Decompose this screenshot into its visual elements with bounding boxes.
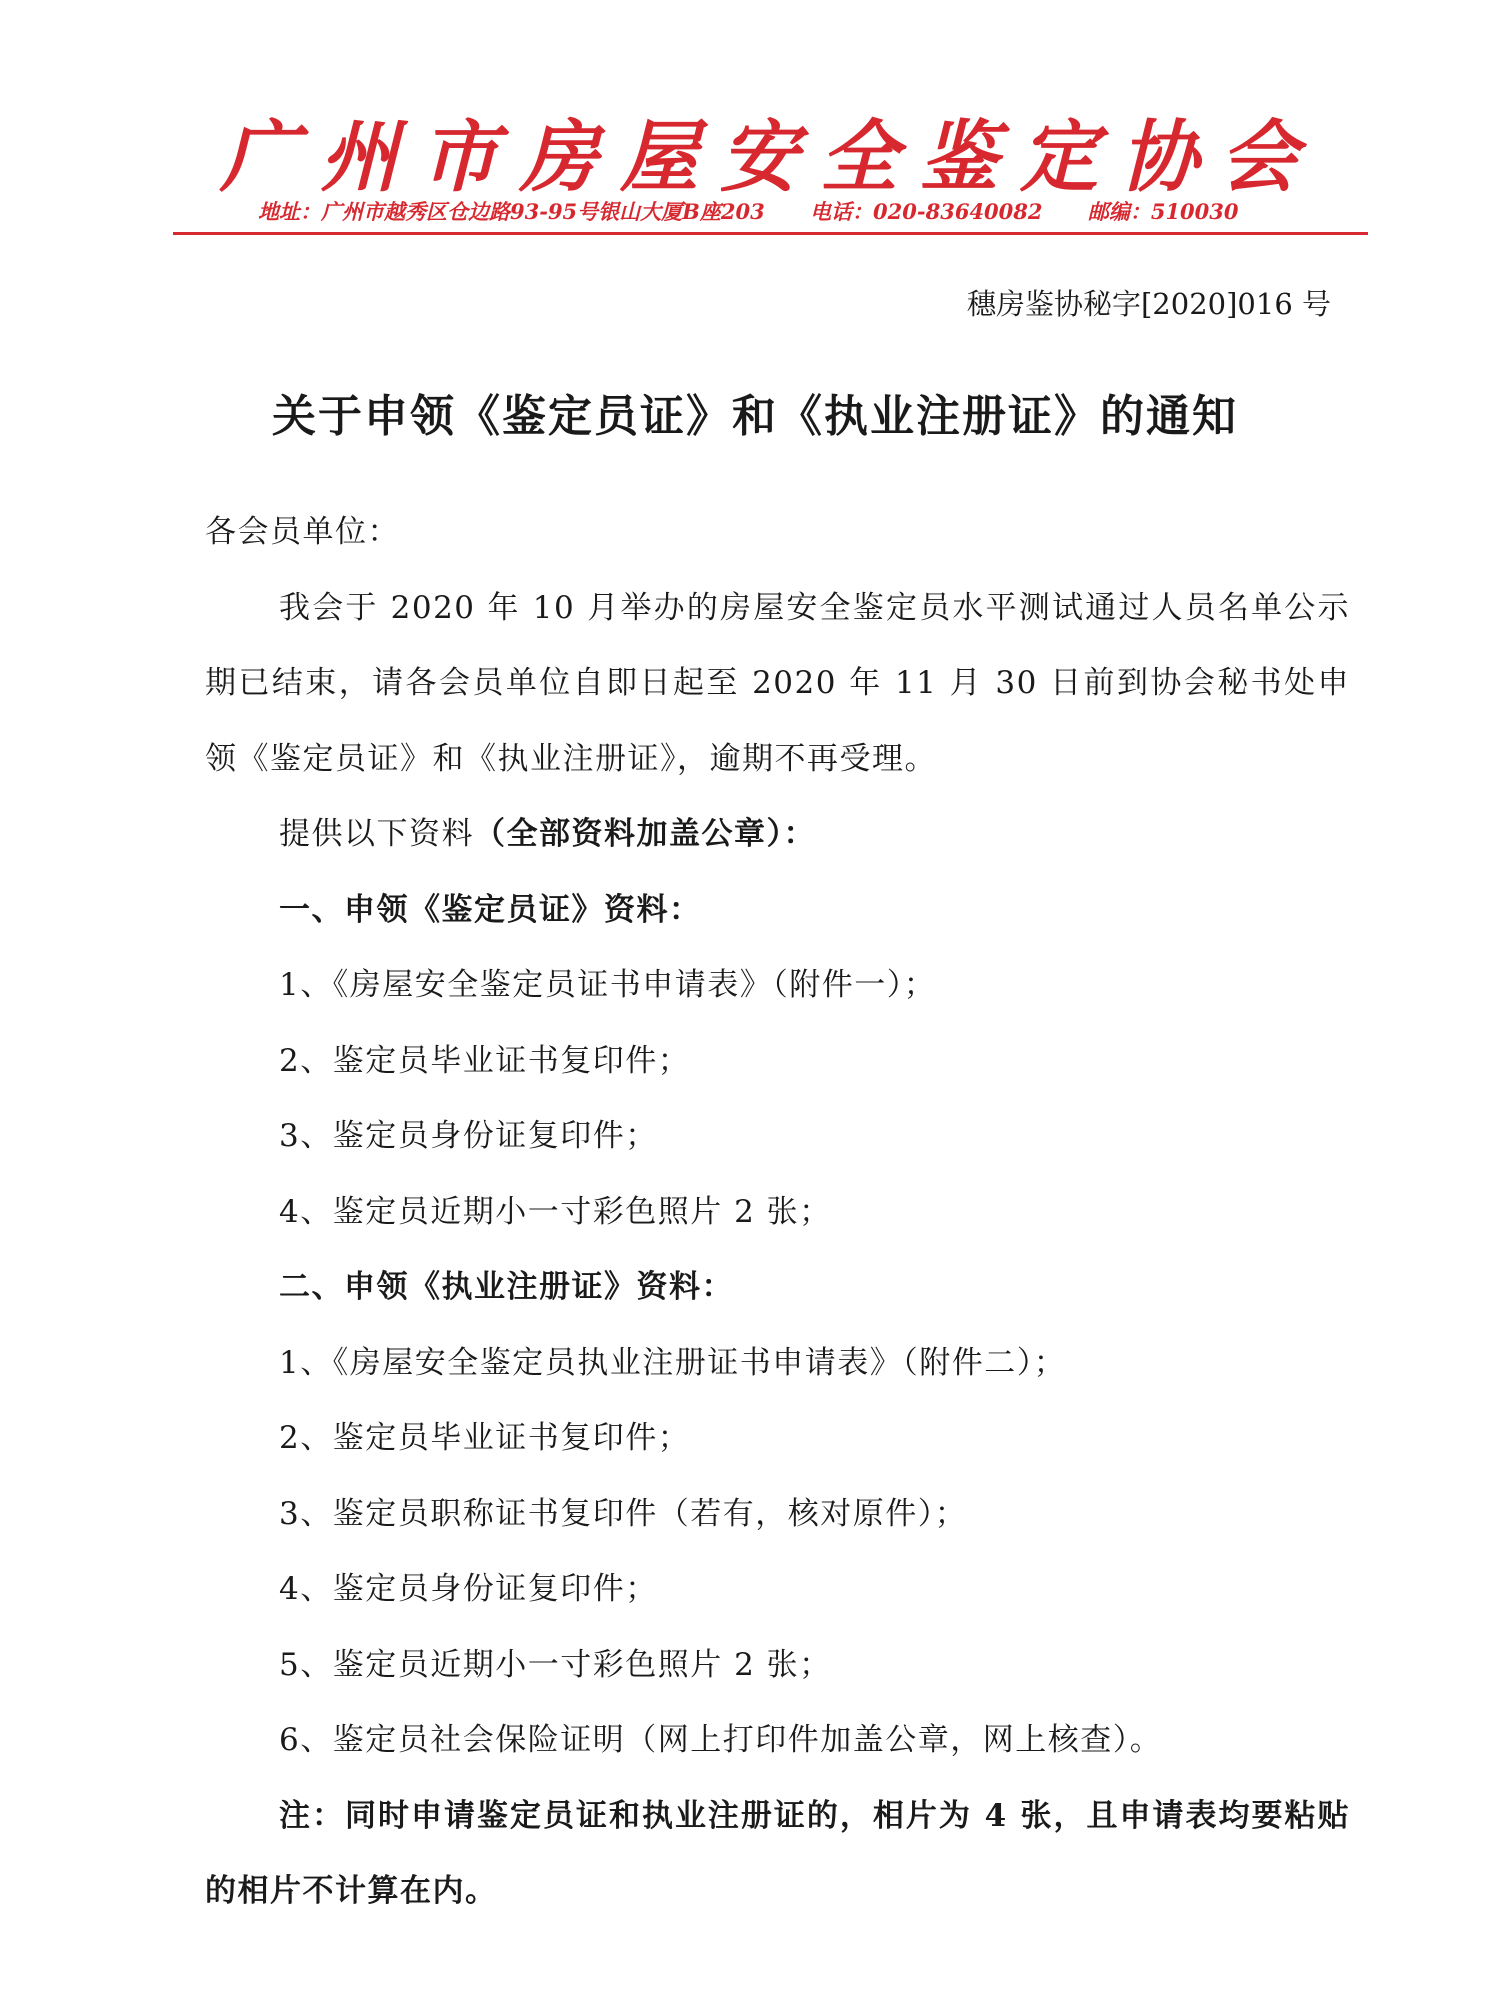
section2-heading: 二、申领《执业注册证》资料：	[279, 1269, 734, 1305]
provide-intro-emphasis: （全部资料加盖公章）：	[474, 816, 816, 852]
letterhead-phone: 电话：020-83640082	[810, 199, 1043, 224]
document-title: 关于申领《鉴定员证》和《执业注册证》的通知	[272, 391, 1238, 442]
note: 注：同时申请鉴定员证和执业注册证的，相片为 4 张，且申请表均要粘贴的相片不计算在内。	[205, 1797, 1350, 1909]
section2-item: 1、《房屋安全鉴定员执业注册证书申请表》（附件二）；	[279, 1344, 1067, 1381]
letterhead-postcode: 邮编：510030	[1087, 199, 1239, 224]
section1-item: 1、《房屋安全鉴定员证书申请表》（附件一）；	[279, 967, 937, 1003]
letterhead-org-name: 广州市房屋安全鉴定协会	[219, 112, 1320, 203]
main-paragraph: 我会于 2020 年 10 月举办的房屋安全鉴定员水平测试通过人员名单公示期已结束，请各会员单位自即日起至 2020 年 11 月 30 日前到协会秘书处申领《鉴定员证》和《执业注册证》，逾期不再受理。	[205, 589, 1350, 777]
section1-heading: 一、申领《鉴定员证》资料：	[279, 891, 702, 928]
section2-item: 3、鉴定员职称证书复印件（若有，核对原件）；	[279, 1495, 968, 1532]
section1-item: 4、鉴定员近期小一寸彩色照片 2 张；	[279, 1193, 832, 1230]
section1-item: 3、鉴定员身份证复印件；	[279, 1118, 658, 1154]
document-body	[205, 495, 1350, 1930]
section2-item: 6、鉴定员社会保险证明（网上打印件加盖公章，网上核查）。	[279, 1722, 1163, 1758]
section1-item: 2、鉴定员毕业证书复印件；	[279, 1042, 691, 1079]
section2-item: 2、鉴定员毕业证书复印件；	[279, 1420, 691, 1456]
salutation: 各会员单位：	[205, 514, 400, 550]
letterhead-divider	[173, 232, 1368, 235]
letterhead-address: 地址：广州市越秀区仓边路93-95号银山大厦B座203	[258, 199, 765, 224]
document-number: 穗房鉴协秘字[2020]016 号	[966, 287, 1331, 321]
section2-item: 4、鉴定员身份证复印件；	[279, 1571, 658, 1607]
provide-intro-text: 提供以下资料	[279, 816, 474, 852]
provide-intro	[205, 797, 1350, 873]
letterhead-contact	[258, 196, 1277, 226]
section2-item: 5、鉴定员近期小一寸彩色照片 2 张；	[279, 1646, 832, 1683]
